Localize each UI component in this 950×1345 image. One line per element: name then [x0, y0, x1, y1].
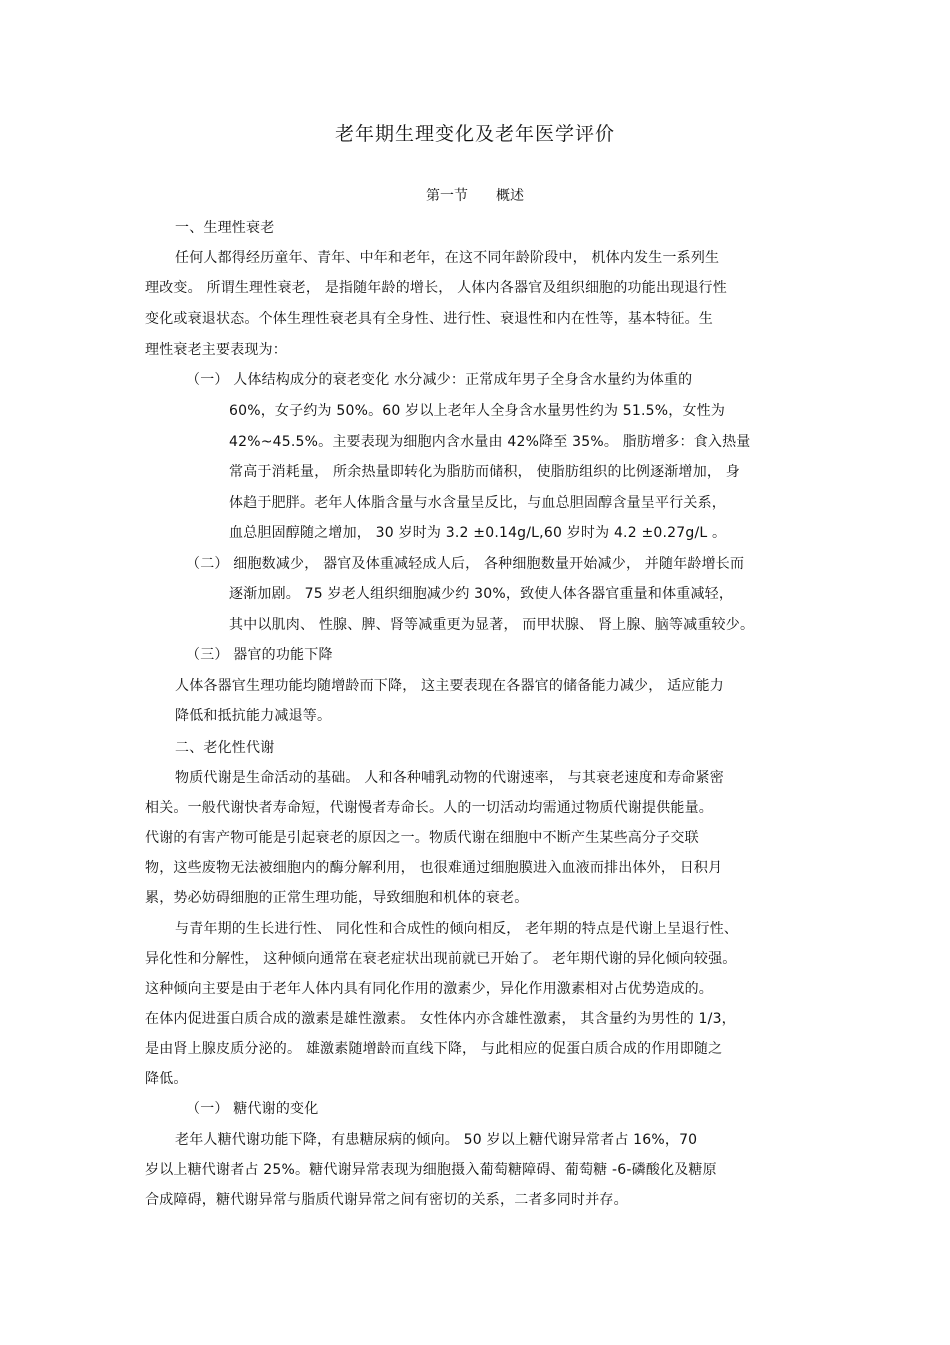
- section-name: 概述: [496, 188, 524, 204]
- body-text-line: 二、老化性代谢: [175, 740, 275, 756]
- body-text-line: 岁以上糖代谢者占 25%。糖代谢异常表现为细胞摄入葡萄糖障碍、葡萄糖 -6-磷酸化及糖原: [145, 1162, 717, 1178]
- body-text-line: （一） 糖代谢的变化: [186, 1101, 319, 1117]
- body-text-line: 降低和抵抗能力减退等。: [175, 708, 332, 724]
- section-number: 第一节: [426, 188, 468, 204]
- body-text-line: （二） 细胞数减少， 器官及体重减轻成人后， 各种细胞数量开始减少， 并随年龄增长而: [186, 556, 745, 572]
- body-text-line: 是由肾上腺皮质分泌的。 雄激素随增龄而直线下降， 与此相应的促蛋白质合成的作用即随之: [145, 1041, 723, 1057]
- body-text-line: 变化或衰退状态。个体生理性衰老具有全身性、进行性、衰退性和内在性等，基本特征。生: [145, 311, 713, 327]
- body-text-line: 体趋于肥胖。老年人体脂含量与水含量呈反比，与血总胆固醇含量呈平行关系，: [229, 495, 726, 511]
- body-text-line: 人体各器官生理功能均随增龄而下降， 这主要表现在各器官的储备能力减少， 适应能力: [175, 678, 724, 694]
- body-text-line: 与青年期的生长进行性、 同化性和合成性的倾向相反， 老年期的特点是代谢上呈退行性、: [175, 921, 739, 937]
- body-text-line: 任何人都得经历童年、青年、中年和老年，在这不同年龄阶段中， 机体内发生一系列生: [175, 250, 720, 266]
- body-text-line: （一） 人体结构成分的衰老变化 水分减少：正常成年男子全身含水量约为体重的: [186, 372, 693, 388]
- body-text-line: 异化性和分解性， 这种倾向通常在衰老症状出现前就已开始了。 老年期代谢的异化倾向较强。: [145, 951, 737, 967]
- body-text-line: 降低。: [145, 1071, 188, 1087]
- body-text-line: 42%~45.5%。主要表现为细胞内含水量由 42%降至 35%。 脂肪增多：食入热量: [229, 434, 751, 450]
- body-text-line: 物，这些废物无法被细胞内的酶分解利用， 也很难通过细胞膜进入血液而排出体外， 日积月: [145, 860, 723, 876]
- body-text-line: 物质代谢是生命活动的基础。 人和各种哺乳动物的代谢速率， 与其衰老速度和寿命紧密: [175, 770, 724, 786]
- body-text-line: 代谢的有害产物可能是引起衰老的原因之一。物质代谢在细胞中不断产生某些高分子交联: [145, 830, 699, 846]
- section-heading: [0, 187, 950, 205]
- body-text-line: 逐渐加剧。 75 岁老人组织细胞减少约 30%，致使人体各器官重量和体重减轻，: [229, 586, 734, 602]
- body-text-line: 累，势必妨碍细胞的正常生理功能，导致细胞和机体的衰老。: [145, 890, 529, 906]
- body-text-line: 在体内促进蛋白质合成的激素是雄性激素。 女性体内亦含雄性激素， 其含量约为男性的 1/3，: [145, 1011, 736, 1027]
- body-text-line: 60%，女子约为 50%。60 岁以上老年人全身含水量男性约为 51.5%，女性为: [229, 403, 726, 419]
- body-text-line: 理性衰老主要表现为：: [145, 342, 287, 358]
- body-text-line: 理改变。 所谓生理性衰老， 是指随年龄的增长， 人体内各器官及组织细胞的功能出现退行性: [145, 280, 727, 296]
- body-text-line: 老年人糖代谢功能下降，有患糖尿病的倾向。 50 岁以上糖代谢异常者占 16%，70: [175, 1132, 698, 1148]
- body-text-line: 其中以肌肉、 性腺、脾、肾等减重更为显著， 而甲状腺、 肾上腺、脑等减重较少。: [229, 617, 755, 633]
- document-title: 老年期生理变化及老年医学评价: [334, 123, 615, 145]
- body-text-line: 这种倾向主要是由于老年人体内具有同化作用的激素少，异化作用激素相对占优势造成的。: [145, 981, 713, 997]
- body-text-line: （三） 器官的功能下降: [186, 647, 333, 663]
- body-text-line: 合成障碍，糖代谢异常与脂质代谢异常之间有密切的关系，二者多同时并存。: [145, 1192, 628, 1208]
- body-text-line: 一、生理性衰老: [175, 220, 275, 236]
- body-text-line: 常高于消耗量， 所余热量即转化为脂肪而储积， 使脂肪组织的比例逐渐增加， 身: [229, 464, 740, 480]
- body-text-line: 相关。一般代谢快者寿命短，代谢慢者寿命长。人的一切活动均需通过物质代谢提供能量。: [145, 800, 713, 816]
- body-text-line: 血总胆固醇随之增加， 30 岁时为 3.2 ±0.14g/L,60 岁时为 4.2 ±0.27g/L 。: [229, 525, 727, 541]
